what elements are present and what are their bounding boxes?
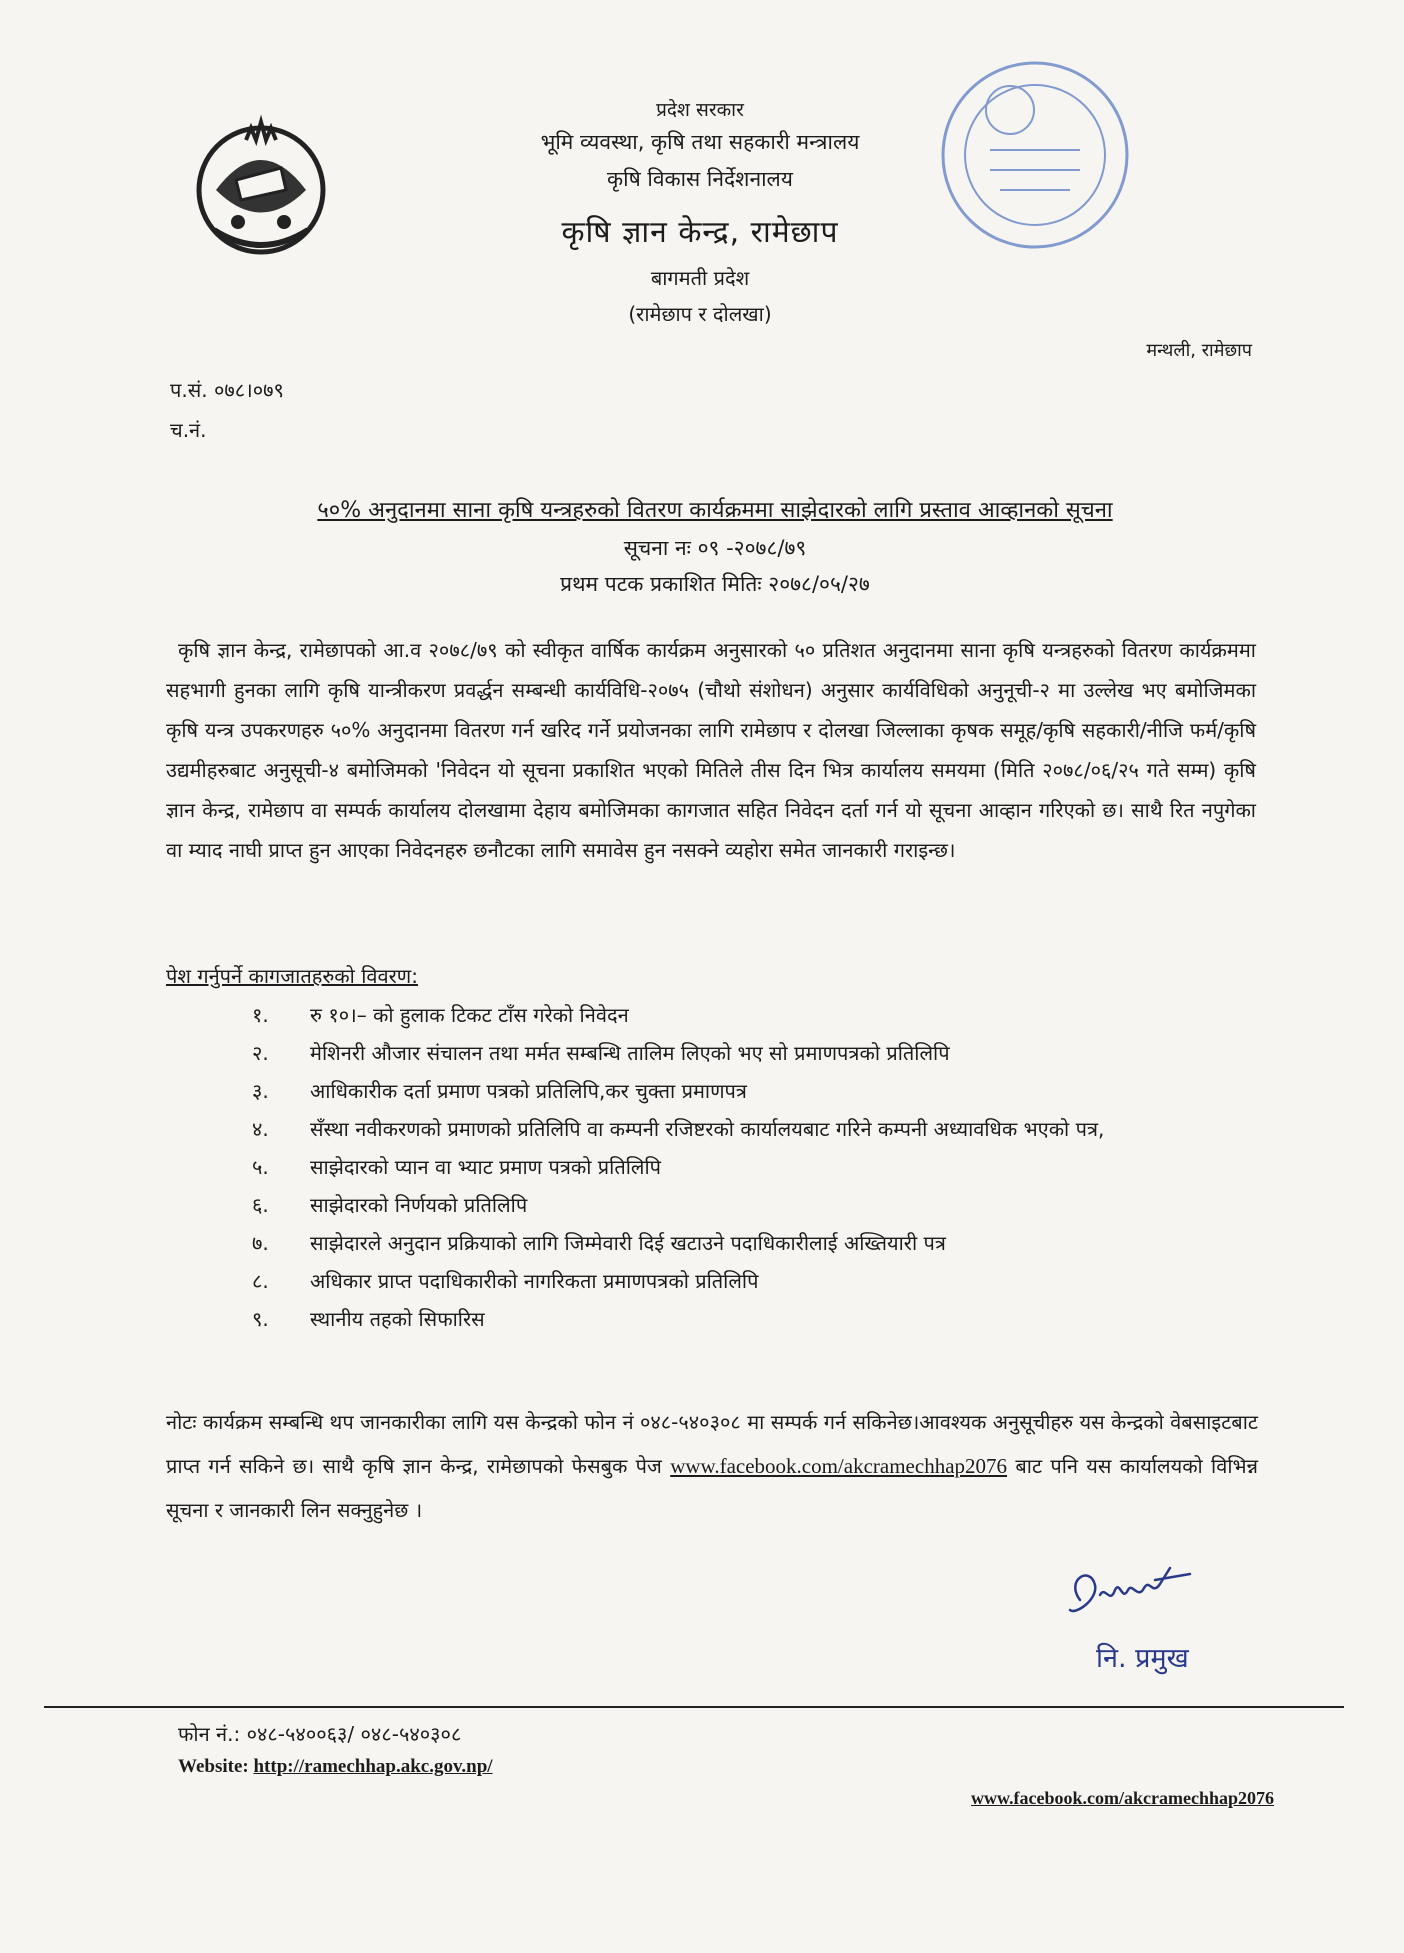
notice-body: कृषि ज्ञान केन्द्र, रामेछापको आ.व २०७८/७९ को स्वीकृत वार्षिक कार्यक्रम अनुसारको ५० प्रतिशत अनुदानमा साना कृषि यन्त्रहरुको वितरण कार्यक्रममा सहभागी हुनका लागि कृषि यान्त्रीकरण प्रवर्द्धन सम्बन्धी कार्यविधि-२०७५ (चौथो संशोधन) अनुसार कार्यविधिको अनुनूची-२ मा उल्लेख भए बमोजिमका कृषि यन्त्र उपकरणहरु ५०% अनुदानमा वितरण गर्न खरिद गर्ने प्रयोजनका लागि रामेछाप र दोलखा जिल्लाका कृषक समूह/कृषि सहकारी/नीजि फर्म/कृषि उद्यमीहरुबाट अनुसूची-४ बमोजिमको 'निवेदन यो सूचना प्रकाशित भएको मितिले तीस दिन भित्र कार्यालय समयमा (मिति २०७८/०६/२५ गते सम्म) कृषि ज्ञान केन्द्र, रामेछाप वा सम्पर्क कार्यालय दोलखामा देहाय बमोजिमका कागजात सहित निवेदन दर्ता गर्न यो सूचना आव्हान गरिएको छ। साथै रित नपुगेका वा म्याद नाघी प्राप्त हुन आएका निवेदनहरु छनौटका लागि समावेस हुन नसक्ने व्यहोरा समेत जानकारी गराइन्छ। <box>166 638 1256 862</box>
footer-phone: फोन नं.: ०४८-५४००६३/ ०४८-५४०३०८ <box>178 1722 462 1746</box>
list-item-number: ५. <box>252 1155 269 1179</box>
dispatch-number: च.नं. <box>170 418 207 442</box>
header-line-directorate: कृषि विकास निर्देशनालय <box>607 167 793 191</box>
list-item <box>252 1148 1262 1186</box>
list-item <box>252 1262 1262 1300</box>
list-item-number: ७. <box>252 1231 269 1255</box>
list-item <box>252 1034 1262 1072</box>
letter-reference-number: प.सं. ०७८।०७९ <box>170 378 284 402</box>
list-item-number: ९. <box>252 1307 269 1331</box>
list-item <box>252 1110 1262 1148</box>
list-item <box>252 996 1262 1034</box>
footer-website <box>178 1756 493 1778</box>
list-item-text: मेशिनरी औजार संचालन तथा मर्मत सम्बन्धि तालिम लिएको भए सो प्रमाणपत्रको प्रतिलिपि <box>310 1041 950 1065</box>
publication-date: प्रथम पटक प्रकाशित मितिः २०७८/०५/२७ <box>560 572 870 596</box>
documents-heading: पेश गर्नुपर्ने कागजातहरुको विवरण: <box>166 964 418 988</box>
list-item <box>252 1186 1262 1224</box>
list-item-text: स्थानीय तहको सिफारिस <box>310 1307 485 1331</box>
list-item-number: ३. <box>252 1079 269 1103</box>
header-line-ministry: भूमि व्यवस्था, कृषि तथा सहकारी मन्त्रालय <box>540 130 860 154</box>
office-stamp-icon <box>930 50 1140 260</box>
notice-number: सूचना नः ०९ -२०७८/७९ <box>623 536 807 560</box>
documents-list <box>252 996 1262 1338</box>
list-item-text: साझेदारको प्यान वा भ्याट प्रमाण पत्रको प्रतिलिपि <box>310 1155 662 1179</box>
nepal-emblem-icon <box>186 110 336 260</box>
list-item <box>252 1072 1262 1110</box>
office-location: मन्थली, रामेछाप <box>1146 340 1252 361</box>
footer-facebook-link[interactable]: www.facebook.com/akcramechhap2076 <box>971 1788 1274 1808</box>
list-item-text: साझेदारले अनुदान प्रक्रियाको लागि जिम्मेवारी दिई खटाउने पदाधिकारीलाई अख्तियारी पत्र <box>310 1231 946 1255</box>
list-item-text: सँस्था नवीकरणको प्रमाणको प्रतिलिपि वा कम्पनी रजिष्टरको कार्यालयबाट गरिने कम्पनी अध्यावधिक भएको पत्र, <box>310 1117 1105 1141</box>
list-item-text: साझेदारको निर्णयको प्रतिलिपि <box>310 1193 528 1217</box>
signature-icon <box>1060 1560 1210 1630</box>
list-item-number: २. <box>252 1041 269 1065</box>
note-text-part1: नोटः कार्यक्रम सम्बन्धि थप जानकारीका लागि यस केन्द्रको फोन नं ०४८-५४०३०८ मा सम्पर्क गर्न सकिनेछ।आवश्यक अनुसूचीहरु यस केन्द्रको वेबसाइटबाट प्राप्त गर्न सकिने छ। साथै कृषि ज्ञान केन्द्र, रामेछापको फेसबुक पेज <box>166 1410 1258 1478</box>
list-item-number: १. <box>252 1003 269 1027</box>
note-paragraph <box>166 1400 1258 1532</box>
notice-subject: ५०% अनुदानमा साना कृषि यन्त्रहरुको वितरण कार्यक्रममा साझेदारको लागि प्रस्ताव आव्हानको सूचना <box>317 498 1113 523</box>
list-item <box>252 1300 1262 1338</box>
list-item-text: रु १०।– को हुलाक टिकट टाँस गरेको निवेदन <box>310 1003 629 1027</box>
list-item-text: आधिकारीक दर्ता प्रमाण पत्रको प्रतिलिपि,कर चुक्ता प्रमाणपत्र <box>310 1079 747 1103</box>
facebook-link[interactable]: www.facebook.com/akcramechhap2076 <box>670 1454 1008 1478</box>
website-label: Website: <box>178 1756 249 1777</box>
website-link[interactable]: http://ramechhap.akc.gov.np/ <box>253 1756 493 1777</box>
list-item-number: ४. <box>252 1117 269 1141</box>
header-province: बागमती प्रदेश <box>650 266 750 290</box>
footer-divider <box>44 1706 1344 1708</box>
signatory-designation: नि. प्रमुख <box>1096 1643 1189 1674</box>
note-text-part2: बाट पनि यस कार्यालयको विभिन्न सूचना र जानकारी लिन सक्नुहुनेछ । <box>166 1454 1258 1522</box>
office-title: कृषि ज्ञान केन्द्र, रामेछाप <box>561 215 839 250</box>
header-districts: (रामेछाप र दोलखा) <box>628 302 772 326</box>
header-line-province-govt: प्रदेश सरकार <box>656 99 744 121</box>
list-item-number: ६. <box>252 1193 269 1217</box>
list-item <box>252 1224 1262 1262</box>
list-item-number: ८. <box>252 1269 269 1293</box>
list-item-text: अधिकार प्राप्त पदाधिकारीको नागरिकता प्रमाणपत्रको प्रतिलिपि <box>310 1269 759 1293</box>
